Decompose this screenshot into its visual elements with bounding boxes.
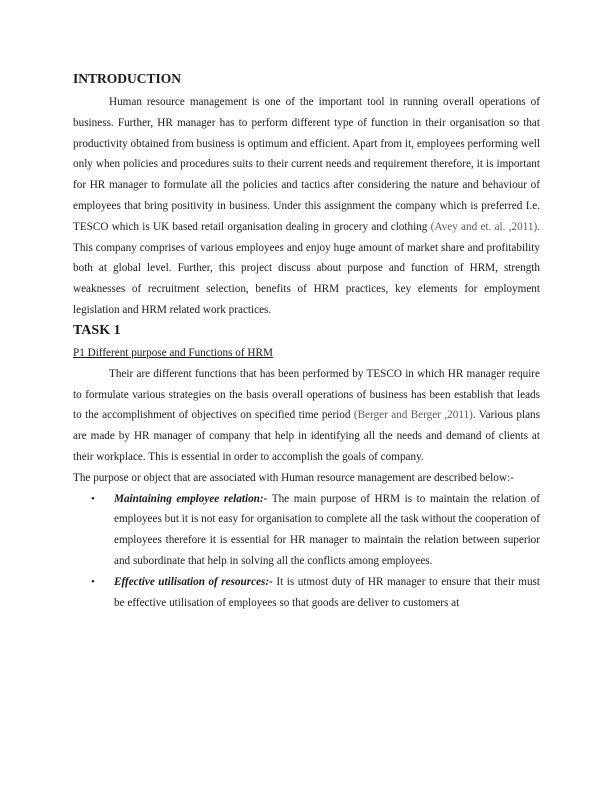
intro-citation: (Avey and et. al. ,2011): [430, 220, 538, 233]
task1-paragraph-1: [73, 364, 540, 468]
bullet-icon: •: [91, 575, 95, 588]
list-item: [73, 572, 540, 614]
page-content: [73, 70, 540, 613]
introduction-heading: INTRODUCTION: [73, 71, 182, 86]
list-item-text: It is utmost duty of HR manager to ensure that their must be effective utilisation of employees so that goods are deliver to customers at: [114, 575, 541, 609]
list-item-text: The main purpose of HRM is to maintain the relation of employees but it is not easy for organisation to complete all the task without the cooperation of employees therefore it is essential for HR manager to maintain the relation between superior and subordinate that help in solving all the conflicts among employees.: [114, 492, 540, 567]
intro-text-start: Human resource management is one of the important tool in running overall operations of business. Further, HR manager has to perform different type of function in their organisation so that productivity obtained from business is optimum and efficient. Apart from it, employees performing well only when policies and procedures suits to their current needs and requirement therefore, it is important for HR manager to formulate all the policies and tactics after considering the nature and behaviour of employees that bring positivity in business. Under this assignment the company which is preferred I.e. TESCO which is UK based retail organisation dealing in grocery and clothing: [73, 96, 540, 233]
list-item-term: Effective utilisation of resources:-: [114, 575, 273, 588]
intro-text-end: . This company comprises of various employees and enjoy huge amount of market share and profitability both at global level. Further, this project discuss about purpose and function of HRM, strength weaknesses of recruitment selection, benefits of HRM practices, key elements for employment legislation and HRM related work practices.: [73, 220, 540, 316]
list-item: [73, 489, 540, 572]
bullet-icon: •: [91, 492, 95, 505]
introduction-paragraph: [73, 92, 540, 321]
list-item-term: Maintaining employee relation:-: [114, 492, 268, 505]
task1-heading: TASK 1: [73, 322, 121, 338]
task1-text-start: Their are different functions that has been performed by TESCO in which HR manager require to formulate various strategies on the basis overall operations of business has been establish that leads to the accomplishment of objectives on specified time period: [73, 367, 540, 422]
task1-text-end: . Various plans are made by HR manager of company that help in identifying all the needs and demand of clients at their workplace. This is essential in order to accomplish the goals of company.: [73, 409, 540, 463]
task1-citation: (Berger and Berger ,2011): [353, 409, 473, 422]
purpose-list: [73, 489, 540, 614]
task1-subheading: P1 Different purpose and Functions of HRM: [73, 346, 273, 359]
task1-paragraph-2: The purpose or object that are associated with Human resource management are described below:-: [73, 471, 514, 484]
